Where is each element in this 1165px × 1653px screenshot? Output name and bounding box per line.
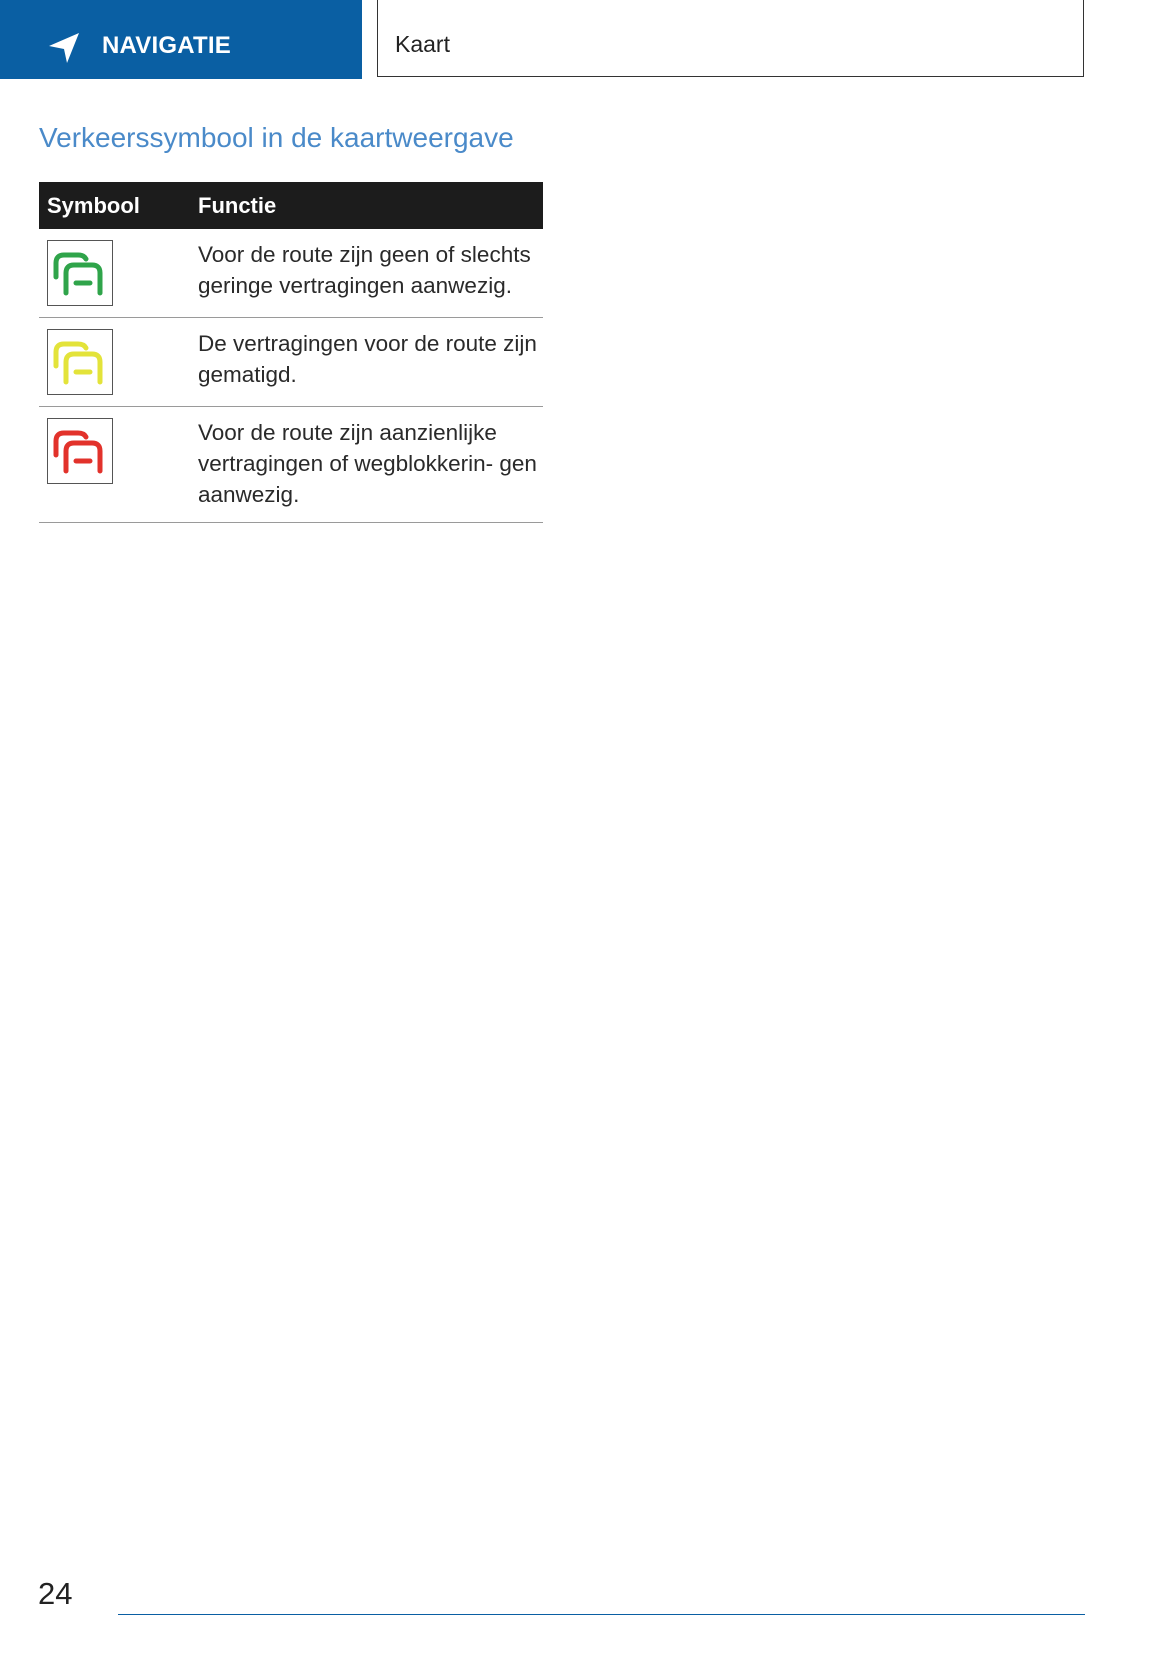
symbol-cell — [39, 407, 190, 523]
function-text: De vertragingen voor de route zijn gematigd. — [190, 318, 543, 407]
symbol-table — [39, 182, 543, 523]
symbol-cell — [39, 229, 190, 318]
navigation-arrow-icon — [46, 30, 82, 66]
chapter-tab — [0, 0, 362, 79]
function-text: Voor de route zijn geen of slechts geringe vertragingen aanwezig. — [190, 229, 543, 318]
table-row — [39, 407, 543, 523]
section-title: Kaart — [395, 31, 450, 57]
column-header-function: Functie — [198, 192, 277, 218]
footer-divider — [118, 1614, 1085, 1615]
table-header-row — [39, 182, 543, 229]
icon-frame — [47, 240, 113, 306]
function-text: Voor de route zijn aanzienlijke vertragingen of wegblokkerin- gen aanwezig. — [190, 407, 543, 523]
table-row — [39, 229, 543, 318]
traffic-jam-red-icon — [50, 425, 110, 477]
icon-frame — [47, 418, 113, 484]
traffic-jam-yellow-icon — [50, 336, 110, 388]
table-row — [39, 318, 543, 407]
page-title: Verkeerssymbool in de kaartweergave — [39, 122, 514, 153]
column-header-symbol: Symbool — [47, 192, 140, 218]
icon-frame — [47, 329, 113, 395]
traffic-jam-green-icon — [50, 247, 110, 299]
chapter-title: NAVIGATIE — [102, 32, 231, 59]
page-number: 24 — [38, 1576, 73, 1611]
symbol-cell — [39, 318, 190, 407]
section-header — [377, 0, 1084, 77]
